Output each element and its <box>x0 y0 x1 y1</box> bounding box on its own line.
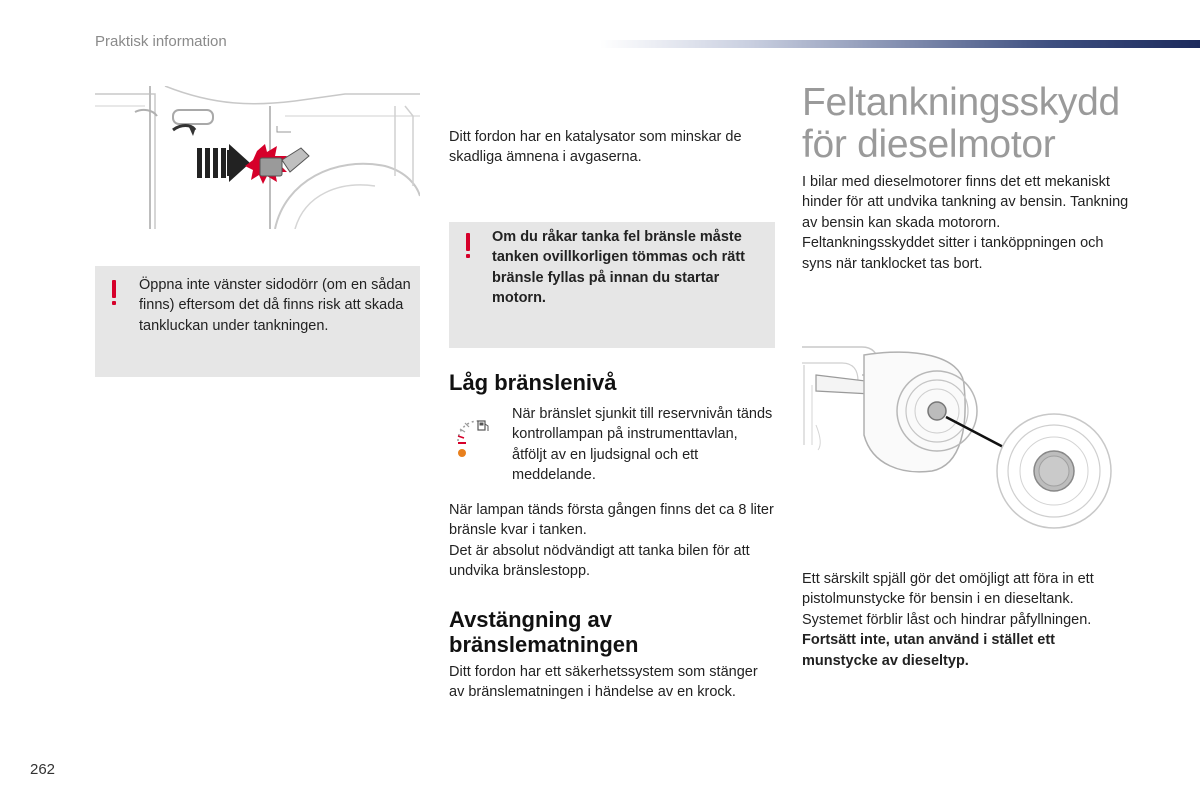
diesel-para-3-bold: Fortsätt inte, utan använd i stället ett munstycke av dieseltyp. <box>802 632 1055 669</box>
warning-box-wrong-fuel <box>449 222 775 348</box>
warning-icon <box>110 280 118 306</box>
warning-icon <box>464 233 472 259</box>
warning-box-side-door <box>95 266 420 377</box>
page-number: 262 <box>30 761 56 778</box>
diesel-para-2: Feltankningsskyddet sitter i tanköppningen och syns när tanklocket tas bort. <box>802 235 1104 272</box>
diesel-intro <box>802 172 1132 274</box>
warning-text-wrong-fuel: Om du råkar tanka fel bränsle måste tanken ovillkorligen tömmas och rätt bränsle fyllas på innan du startar motorn. <box>492 229 745 307</box>
fuel-flap-door-illustration <box>95 86 420 229</box>
page-title: Feltankningsskydd för dieselmotor <box>802 81 1120 166</box>
low-fuel-lamp-text: När bränslet sjunkit till reservnivån tänds kontrollampan på instrumenttavlan, åtföljt av en ljudsignal och ett meddelande. <box>512 406 773 484</box>
low-fuel-para-1: När lampan tänds första gången finns det ca 8 liter bränsle kvar i tanken. <box>449 502 774 539</box>
header-bar <box>600 40 1200 48</box>
low-fuel-details <box>449 500 774 582</box>
low-fuel-para-2: Det är absolut nödvändigt att tanka bilen för att undvika bränslestopp. <box>449 542 750 580</box>
low-fuel-heading: Låg bränslenivå <box>449 370 617 395</box>
section-header: Praktisk information <box>95 33 227 50</box>
diesel-para-3: Ett särskilt spjäll gör det omöjligt att föra in ett pistolmunstycke för bensin i en dieseltank. Systemet förblir låst och hindrar påfyllningen. <box>802 571 1094 628</box>
catalyst-paragraph: Ditt fordon har en katalysator som minskar de skadliga ämnena i avgaserna. <box>449 129 742 166</box>
fuel-gauge-icon <box>452 405 498 461</box>
diesel-para-1: I bilar med dieselmotorer finns det ett mekaniskt hinder för att undvika tankning av bensin. Tankning av bensin kan skada motororn. <box>802 174 1129 231</box>
warning-text-side-door: Öppna inte vänster sidodörr (om en sådan finns) eftersom det då finns risk att skada tankluckan under tankningen. <box>139 277 411 334</box>
diesel-device-text <box>802 569 1132 671</box>
fuel-shutoff-heading: Avstängning av bränslematningen <box>449 607 639 657</box>
misfuel-device-illustration <box>802 345 1127 545</box>
fuel-shutoff-text: Ditt fordon har ett säkerhetssystem som stänger av bränslematningen i händelse av en krock. <box>449 664 758 701</box>
